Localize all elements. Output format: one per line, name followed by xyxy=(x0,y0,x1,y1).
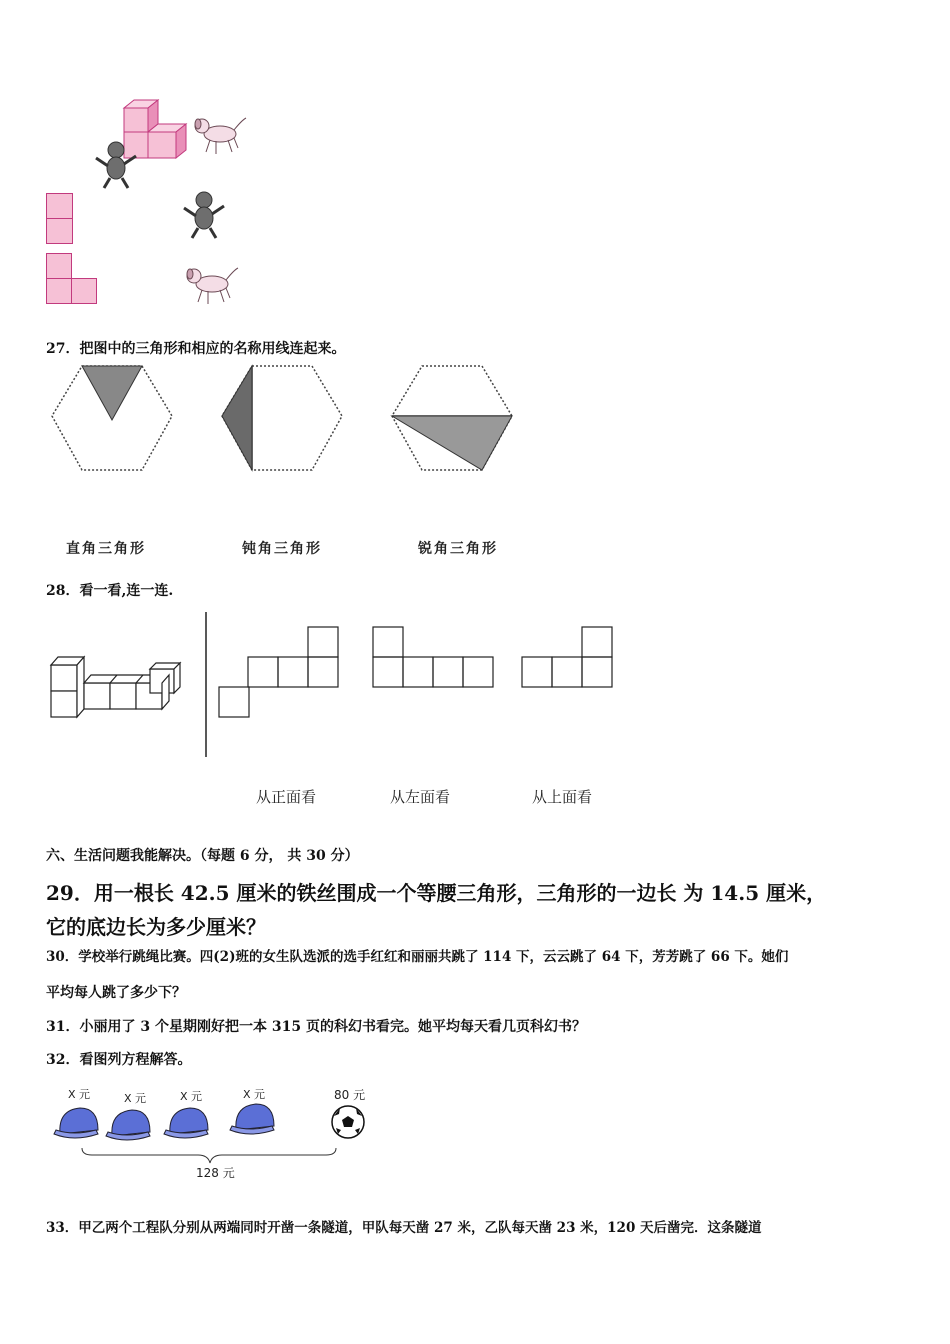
question-31: 31．小丽用了 3 个星期刚好把一本 315 页的科幻书看完。她平均每天看几页科幻书？ xyxy=(46,1019,586,1035)
front-view-option-a xyxy=(46,193,76,245)
dog-icon xyxy=(182,262,242,307)
cube-solid-figure xyxy=(50,655,190,725)
hexagon-obtuse-triangle xyxy=(220,364,345,474)
label-obtuse-triangle: 钝角三角形 xyxy=(242,541,322,557)
view-diagram-1 xyxy=(218,626,343,721)
monkey-icon xyxy=(182,190,227,240)
cap-icon xyxy=(104,1106,156,1144)
question-32: 32．看图列方程解答。 xyxy=(46,1052,192,1068)
hexagon-acute-triangle xyxy=(390,364,515,474)
cap-icon xyxy=(52,1104,104,1142)
monkey-icon xyxy=(94,140,139,190)
view-diagram-3 xyxy=(521,626,616,691)
cap-price-label: X 元 xyxy=(68,1088,91,1101)
label-front-view: 从正面看 xyxy=(256,788,317,806)
question-29-line1: 29．用一根长 42.5 厘米的铁丝围成一个等腰三角形，三角形的一边长 为 14.5 厘米， xyxy=(46,881,827,905)
question-30-line2: 平均每人跳了多少下？ xyxy=(46,985,186,1001)
cap-icon xyxy=(162,1104,214,1142)
question-30-line1: 30．学校举行跳绳比赛。四(2)班的女生队选派的选手红红和丽丽共跳了 114 下，云云跳了 64 下，芳芳跳了 66 下。她们 xyxy=(46,949,789,965)
dog-icon xyxy=(190,112,250,157)
question-29-line2: 它的底边长为多少厘米？ xyxy=(46,915,266,939)
question-33: 33．甲乙两个工程队分别从两端同时开凿一条隧道，甲队每天凿 27 米，乙队每天凿 23 米，120 天后凿完．这条隧道 xyxy=(46,1220,762,1236)
cap-price-label: X 元 xyxy=(243,1088,266,1101)
label-left-view: 从左面看 xyxy=(390,788,451,806)
total-brace xyxy=(80,1146,340,1166)
section-6-heading: 六、生活问题我能解决。（每题 6 分， 共 30 分） xyxy=(46,848,359,864)
label-top-view: 从上面看 xyxy=(532,788,593,806)
cap-icon xyxy=(228,1100,280,1138)
total-price-label: 128 元 xyxy=(196,1166,235,1180)
label-acute-triangle: 锐角三角形 xyxy=(418,541,498,557)
hexagon-right-triangle xyxy=(50,364,175,474)
cap-price-label: X 元 xyxy=(124,1092,147,1105)
question-27: 27．把图中的三角形和相应的名称用线连起来。 xyxy=(46,341,346,357)
divider-line xyxy=(204,612,208,757)
front-view-option-b xyxy=(46,253,101,305)
cap-price-label: X 元 xyxy=(180,1090,203,1103)
view-diagram-2 xyxy=(372,626,497,691)
ball-price-label: 80 元 xyxy=(334,1088,366,1102)
label-right-triangle: 直角三角形 xyxy=(66,541,146,557)
question-28: 28．看一看,连一连. xyxy=(46,583,174,599)
soccer-ball-icon xyxy=(330,1104,370,1144)
